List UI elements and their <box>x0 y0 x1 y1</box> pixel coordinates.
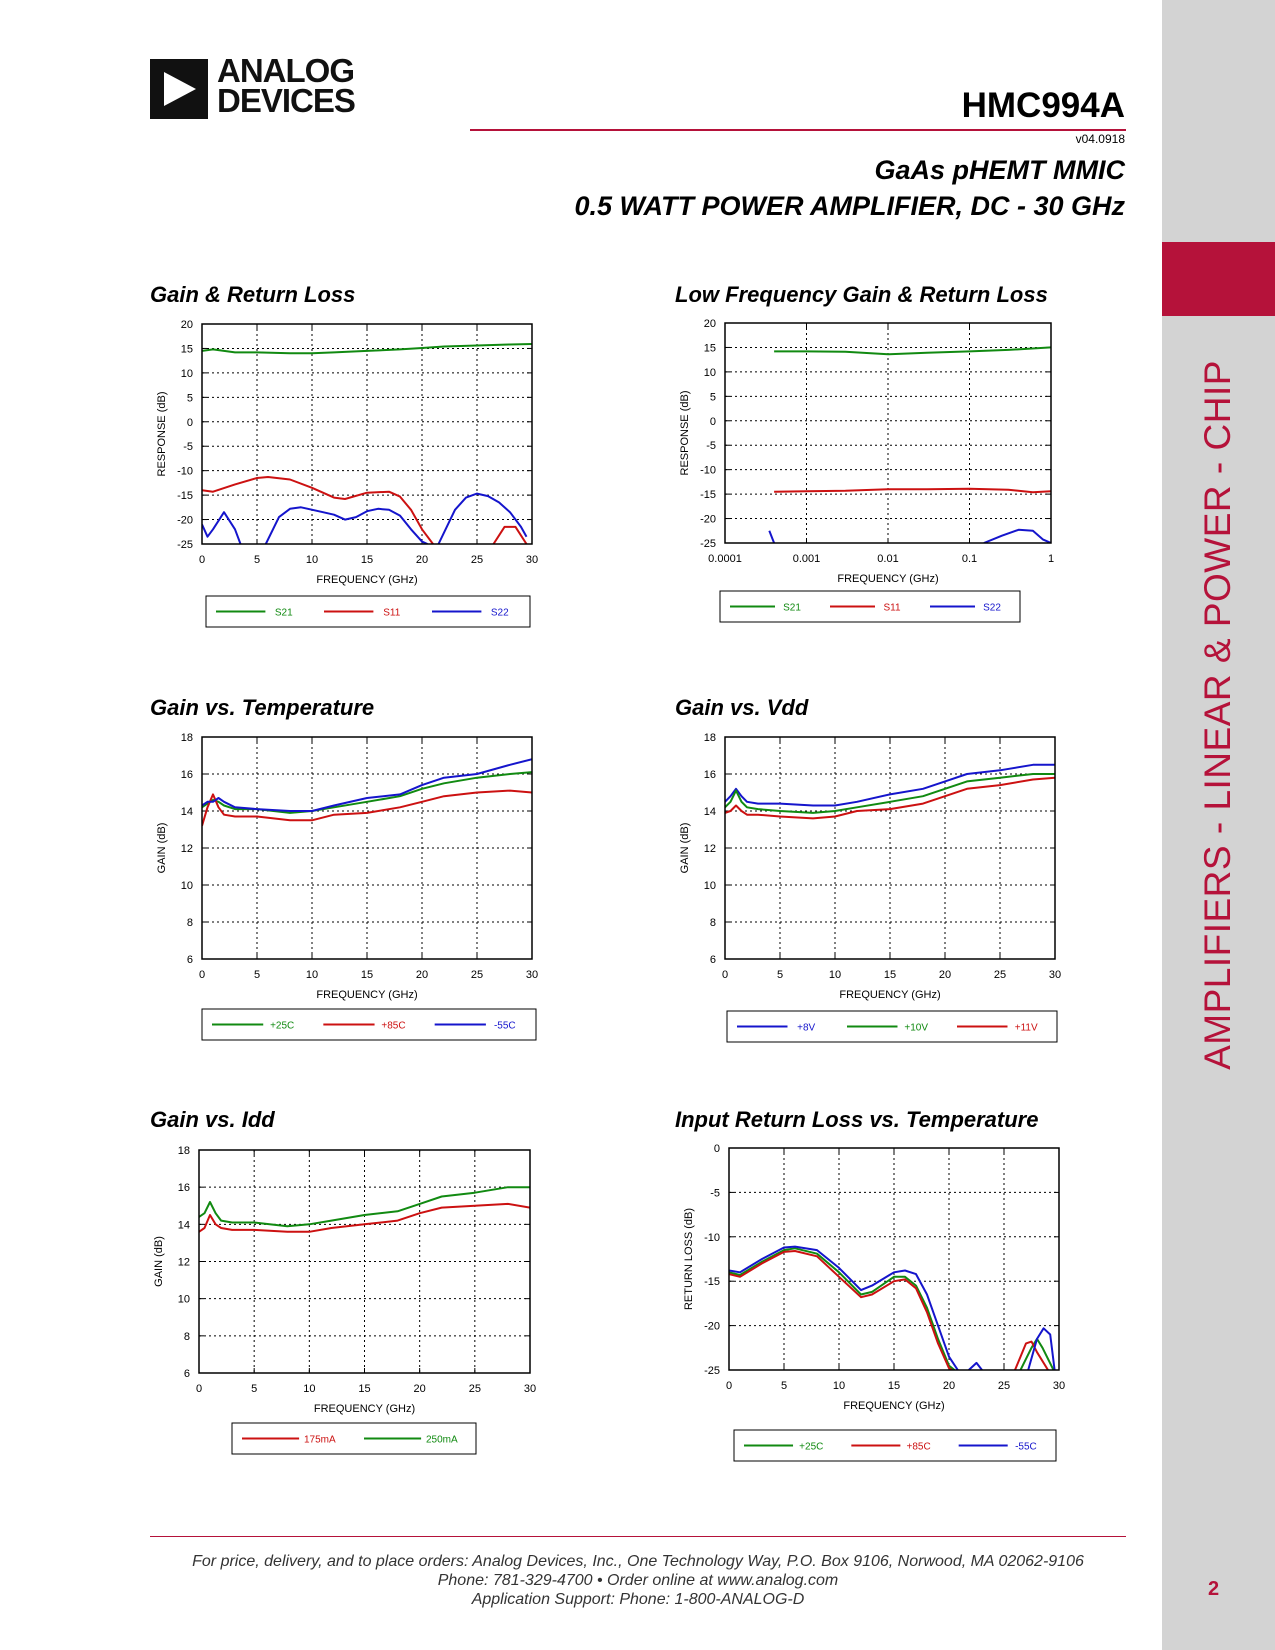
x-tick-label: 0 <box>195 1383 203 1395</box>
y-tick-label: 5 <box>709 391 716 404</box>
x-tick-label: 10 <box>832 1380 846 1392</box>
x-tick-label: 30 <box>1048 969 1062 981</box>
y-tick-label: 15 <box>703 342 716 355</box>
y-tick-label: -20 <box>177 514 193 527</box>
chart-title-gain-vs-idd: Gain vs. Idd <box>150 1107 275 1132</box>
y-axis-label: RESPONSE (dB) <box>156 391 168 477</box>
footer-line2: Phone: 781-329-4700 • Order online at www.analog.com <box>437 1572 839 1589</box>
y-tick-label: -5 <box>706 440 716 453</box>
legend-label: +10V <box>904 1022 929 1034</box>
y-tick-label: 10 <box>180 367 193 380</box>
y-tick-label: 8 <box>709 917 716 929</box>
y-tick-label: -20 <box>704 1320 720 1333</box>
series-line-s22 <box>266 507 428 544</box>
legend-label: S21 <box>783 602 801 614</box>
y-tick-label: -10 <box>704 1231 720 1244</box>
footer-rule <box>150 1536 1126 1537</box>
y-tick-label: 12 <box>703 843 716 855</box>
x-axis-label: FREQUENCY (GHz) <box>316 574 418 586</box>
y-tick-label: 16 <box>177 1182 190 1195</box>
y-tick-label: 8 <box>186 917 193 929</box>
x-tick-label: 20 <box>415 969 429 981</box>
legend-label: S11 <box>383 607 401 619</box>
x-tick-label: 20 <box>415 554 429 566</box>
y-tick-label: 10 <box>703 366 716 379</box>
x-tick-label: 15 <box>360 554 374 566</box>
y-tick-label: -5 <box>183 441 193 454</box>
y-tick-label: -25 <box>700 538 716 550</box>
x-tick-label: 5 <box>780 1380 788 1392</box>
y-tick-label: 16 <box>703 769 716 781</box>
series-line-s22 <box>984 530 1051 543</box>
y-tick-label: -25 <box>177 539 193 551</box>
y-tick-label: 8 <box>183 1330 190 1343</box>
legend-label: +85C <box>381 1020 406 1032</box>
y-tick-label: 0 <box>713 1143 720 1155</box>
y-tick-label: -15 <box>704 1276 720 1289</box>
legend-label: +25C <box>799 1441 824 1453</box>
y-tick-label: 18 <box>703 732 716 744</box>
x-tick-label: 15 <box>360 969 374 981</box>
footer <box>150 1552 1126 1609</box>
legend-label: +25C <box>270 1020 295 1032</box>
legend-label: +85C <box>906 1441 931 1453</box>
page-number: 2 <box>1208 1578 1220 1600</box>
x-tick-label: 5 <box>251 1383 258 1395</box>
legend-label: 250mA <box>425 1434 458 1446</box>
x-tick-label: 0.01 <box>877 553 899 565</box>
x-tick-label: 25 <box>993 969 1007 981</box>
legend-label: S21 <box>274 607 293 619</box>
y-tick-label: 14 <box>177 1219 190 1232</box>
x-tick-label: 30 <box>525 969 539 981</box>
chart-input-return-loss-vs-temperature <box>729 1148 1059 1461</box>
x-tick-label: 0.001 <box>792 553 821 565</box>
y-tick-label: -10 <box>177 465 193 478</box>
x-axis-label: FREQUENCY (GHz) <box>837 573 939 585</box>
x-axis-label: FREQUENCY (GHz) <box>316 989 418 1001</box>
y-tick-label: -5 <box>710 1187 720 1200</box>
y-tick-label: 20 <box>180 319 193 331</box>
y-tick-label: -15 <box>700 489 716 502</box>
y-axis-label: RETURN LOSS (dB) <box>683 1207 695 1311</box>
x-axis-label: FREQUENCY (GHz) <box>313 1403 416 1415</box>
x-tick-label: 25 <box>997 1380 1011 1392</box>
subtitle-line1: GaAs pHEMT MMIC <box>874 155 1125 185</box>
series-line-s22 <box>769 531 774 543</box>
chart-title-input-return-loss: Input Return Loss vs. Temperature <box>675 1107 1039 1132</box>
series-line-55c <box>969 1363 982 1370</box>
chart-title-gain-vs-vdd: Gain vs. Vdd <box>675 695 809 720</box>
y-tick-label: 15 <box>180 343 193 356</box>
logo-line2: DEVICES <box>217 82 355 119</box>
y-tick-label: 12 <box>180 843 193 855</box>
x-tick-label: 10 <box>303 1383 316 1395</box>
y-tick-label: 20 <box>703 318 716 330</box>
legend-label: +11V <box>1014 1022 1038 1034</box>
x-tick-label: 10 <box>305 554 319 566</box>
series-line-s11 <box>774 489 1051 493</box>
x-tick-label: 15 <box>887 1380 901 1392</box>
legend-label: S22 <box>983 602 1001 614</box>
sidebar-category-label: AMPLIFIERS - LINEAR & POWER - CHIP <box>1197 360 1238 1070</box>
x-tick-label: 5 <box>253 969 261 981</box>
y-tick-label: -25 <box>704 1365 720 1377</box>
series-line-25c <box>729 1248 955 1370</box>
legend-label: 175mA <box>303 1434 336 1446</box>
x-tick-label: 10 <box>828 969 842 981</box>
y-tick-label: 18 <box>180 732 193 744</box>
x-tick-label: 5 <box>253 554 261 566</box>
document-version: v04.0918 <box>1075 132 1125 146</box>
series-line-175ma <box>199 1204 530 1232</box>
y-tick-label: -15 <box>177 490 193 503</box>
legend-label: S11 <box>883 602 901 614</box>
y-tick-label: 14 <box>180 806 193 818</box>
footer-line3: Application Support: Phone: 1-800-ANALOG-D <box>471 1591 805 1608</box>
logo-line1: ANALOG <box>217 52 354 89</box>
x-tick-label: 30 <box>523 1383 537 1395</box>
x-tick-label: 0 <box>198 554 206 566</box>
y-axis-label: GAIN (dB) <box>679 822 691 874</box>
chart-title-gain-vs-temperature: Gain vs. Temperature <box>150 695 375 720</box>
y-tick-label: 6 <box>186 954 193 966</box>
y-tick-label: 18 <box>177 1145 190 1157</box>
x-tick-label: 25 <box>468 1383 481 1395</box>
x-tick-label: 15 <box>358 1383 371 1395</box>
y-tick-label: 10 <box>177 1293 190 1306</box>
x-tick-label: 15 <box>883 969 897 981</box>
x-tick-label: 0 <box>725 1380 733 1392</box>
chart-title-low-frequency: Low Frequency Gain & Return Loss <box>675 282 1048 307</box>
y-tick-label: -10 <box>700 464 716 477</box>
y-tick-label: 10 <box>703 880 716 892</box>
y-tick-label: 6 <box>709 954 716 966</box>
subtitle-line2: 0.5 WATT POWER AMPLIFIER, DC - 30 GHz <box>574 191 1125 221</box>
x-tick-label: 0.1 <box>961 553 978 565</box>
y-tick-label: 0 <box>186 416 193 429</box>
y-axis-label: GAIN (dB) <box>156 822 168 874</box>
series-line-s22 <box>202 512 241 544</box>
x-tick-label: 0 <box>198 969 206 981</box>
legend-label: +8V <box>797 1022 816 1034</box>
part-number: HMC994A <box>961 86 1125 125</box>
series-line-55c <box>729 1247 958 1370</box>
x-tick-label: 30 <box>1052 1380 1066 1392</box>
x-tick-label: 0.0001 <box>708 553 742 565</box>
y-tick-label: 14 <box>703 806 716 818</box>
footer-line1: For price, delivery, and to place orders: Analog Devices, Inc., One Technology Way, P.O. Box 9106, Norwood, MA 02062-9106 <box>192 1553 1084 1570</box>
x-tick-label: 25 <box>470 969 484 981</box>
series-line-s21 <box>774 347 1051 354</box>
x-tick-label: 5 <box>776 969 784 981</box>
y-tick-label: 0 <box>709 415 716 428</box>
legend-label: S22 <box>490 607 509 619</box>
x-tick-label: 30 <box>525 554 539 566</box>
y-tick-label: 6 <box>183 1368 190 1380</box>
x-tick-label: 20 <box>938 969 952 981</box>
y-tick-label: 5 <box>186 392 193 405</box>
x-tick-label: 10 <box>305 969 319 981</box>
x-axis-label: FREQUENCY (GHz) <box>843 1400 945 1412</box>
y-tick-label: 12 <box>177 1256 190 1269</box>
x-tick-label: 25 <box>470 554 484 566</box>
x-tick-label: 1 <box>1047 553 1055 565</box>
legend-label: -55C <box>493 1020 516 1032</box>
x-tick-label: 20 <box>942 1380 956 1392</box>
y-tick-label: -20 <box>700 513 716 526</box>
x-axis-label: FREQUENCY (GHz) <box>839 989 941 1001</box>
y-axis-label: GAIN (dB) <box>153 1236 165 1287</box>
x-tick-label: 0 <box>721 969 729 981</box>
y-tick-label: 16 <box>180 769 193 781</box>
legend-label: -55C <box>1015 1441 1037 1453</box>
x-tick-label: 20 <box>413 1383 426 1395</box>
y-axis-label: RESPONSE (dB) <box>679 390 691 476</box>
y-tick-label: 10 <box>180 880 193 892</box>
chart-title-gain-return-loss: Gain & Return Loss <box>150 282 356 307</box>
series-line-s22 <box>439 494 527 544</box>
